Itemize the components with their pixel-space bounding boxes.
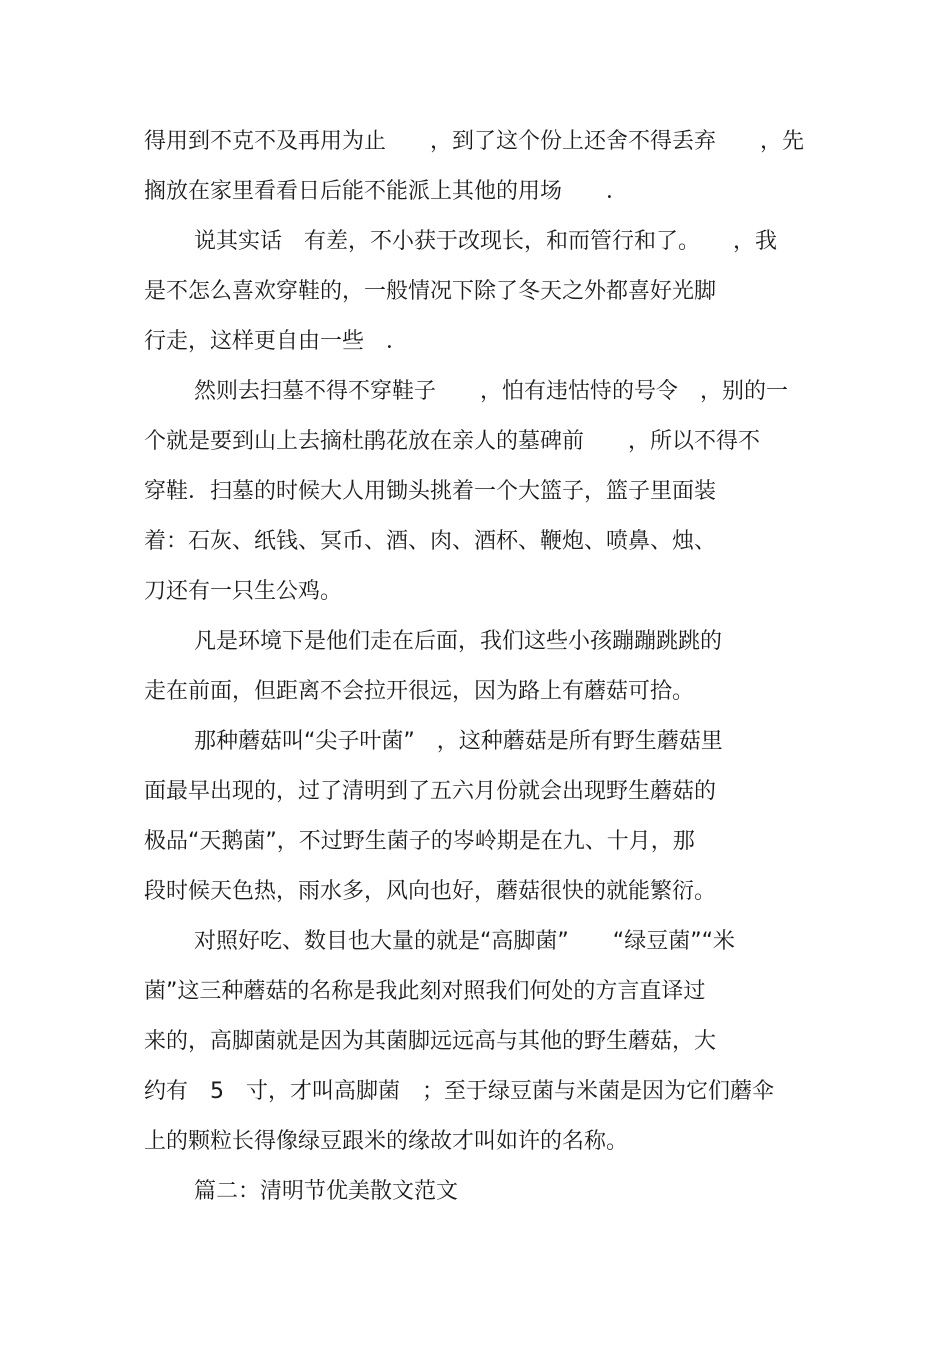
- text-line-20: 约有 5 寸，才叫高脚菌 ；至于绿豆菌与米菌是因为它们蘑伞: [144, 1079, 774, 1104]
- text-line-19: 来的，高脚菌就是因为其菌脚远远高与其他的野生蘑菇，大: [144, 1029, 717, 1054]
- text-line-15: 极品“天鹅菌”，不过野生菌子的岑岭期是在九、十月，那: [144, 829, 695, 854]
- text-line-12: 走在前面，但距离不会拉开很远，因为路上有蘑菇可拾。: [144, 679, 695, 704]
- text-line-4: 是不怎么喜欢穿鞋的，一般情况下除了冬天之外都喜好光脚: [144, 279, 717, 304]
- text-line-21: 上的颗粒长得像绿豆跟米的缘故才叫如许的名称。: [144, 1129, 629, 1154]
- text-line-5: 行走，这样更自由一些 ．: [144, 329, 409, 354]
- text-line-11: 凡是环境下是他们走在后面，我们这些小孩蹦蹦跳跳的: [194, 629, 723, 654]
- text-line-6: 然则去扫墓不得不穿鞋子 ，怕有违怙恃的号令 ，别的一: [194, 379, 789, 404]
- text-line-3: 说其实话 有差，不小获于改现长，和而管行和了。 ，我: [194, 229, 778, 254]
- text-line-9: 着：石灰、纸钱、冥币、酒、肉、酒杯、鞭炮、喷鼻、烛、: [144, 529, 717, 554]
- text-line-14: 面最早出现的，过了清明到了五六月份就会出现野生蘑菇的: [144, 779, 717, 804]
- text-line-10: 刀还有一只生公鸡。: [144, 579, 343, 604]
- text-line-17: 对照好吃、数目也大量的就是“高脚菌” “绿豆菌”“米: [194, 929, 735, 954]
- text-line-13: 那种蘑菇叫“尖子叶菌” ，这种蘑菇是所有野生蘑菇里: [194, 729, 723, 754]
- text-line-18: 菌”这三种蘑菇的名称是我此刻对照我们何处的方言直译过: [144, 979, 706, 1004]
- text-line-1: 得用到不克不及再用为止 ，到了这个份上还舍不得丢弃 ，先: [144, 129, 805, 154]
- text-line-2: 搁放在家里看看日后能不能派上其他的用场 ．: [144, 179, 629, 204]
- text-line-16: 段时候天色热，雨水多，风向也好，蘑菇很快的就能繁衍。: [144, 879, 717, 904]
- text-line-8: 穿鞋．扫墓的时候大人用锄头挑着一个大篮子，篮子里面装: [144, 479, 717, 504]
- section-heading: 篇二：清明节优美散文范文: [194, 1179, 459, 1204]
- text-line-7: 个就是要到山上去摘杜鹃花放在亲人的墓碑前 ，所以不得不: [144, 429, 761, 454]
